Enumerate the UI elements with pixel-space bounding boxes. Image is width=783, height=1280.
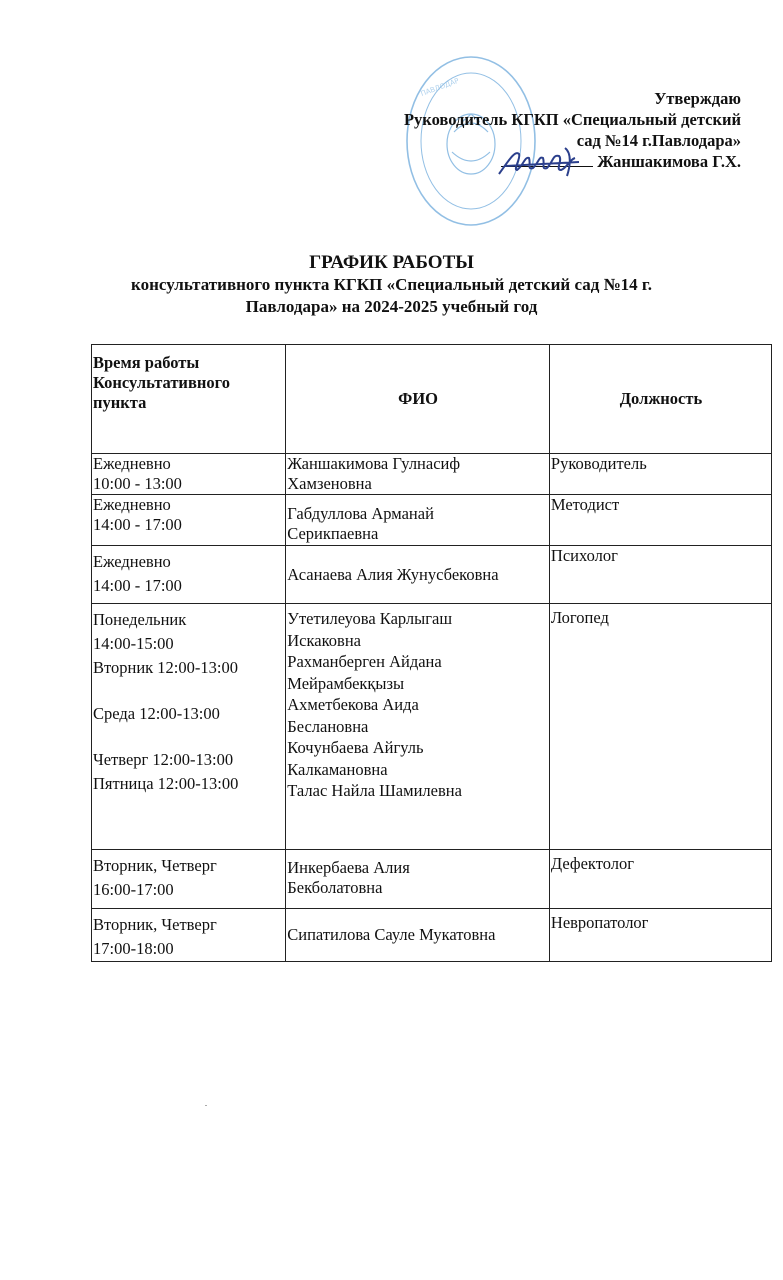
name-line: Рахманберген Айдана (287, 652, 442, 671)
table-row (92, 604, 772, 850)
time-line: Вторник, Четверг (93, 856, 217, 875)
header-name: ФИО (286, 345, 550, 454)
cell-name: Асанаева Алия Жунусбековна (286, 546, 550, 604)
name-line: Инкербаева Алия (287, 858, 410, 877)
signature-icon (495, 140, 585, 180)
title-line-2: консультативного пункта КГКП «Специальный детский сад №14 г. (131, 275, 652, 294)
cell-time (92, 604, 286, 850)
scan-speck (205, 1105, 207, 1106)
header-position: Должность (549, 345, 771, 454)
stamp-text: ПАВЛОДАР (419, 76, 461, 99)
cell-position: Психолог (549, 546, 771, 604)
name-line: Бекболатовна (287, 878, 383, 897)
cell-position: Невропатолог (549, 909, 771, 962)
time-line: Пятница 12:00-13:00 (93, 774, 239, 793)
document-title (0, 251, 783, 318)
cell-time (92, 909, 286, 962)
time-line: Четверг 12:00-13:00 (93, 750, 234, 769)
name-line: Кочунбаева Айгуль (287, 738, 424, 757)
cell-position: Дефектолог (549, 850, 771, 909)
cell-time (92, 454, 286, 495)
name-line: Калкамановна (287, 759, 388, 779)
header-time-line: Консультативного (93, 373, 230, 392)
cell-time (92, 546, 286, 604)
cell-name (286, 454, 550, 495)
time-line: 14:00 - 17:00 (93, 576, 182, 595)
title-line-1: ГРАФИК РАБОТЫ (309, 252, 474, 273)
table-row (92, 495, 772, 546)
approval-org: сад №14 г.Павлодара» (576, 131, 741, 150)
time-line: 10:00 - 13:00 (93, 474, 182, 493)
name-line: Серикпаевна (287, 524, 379, 543)
table-row (92, 909, 772, 962)
name-line: Габдуллова Арманай (287, 504, 434, 523)
title-line-3: Павлодара» на 2024-2025 учебный год (245, 297, 538, 316)
header-time-line: пункта (93, 393, 147, 412)
header-time (92, 345, 286, 454)
name-line: Талас Найла Шамилевна (287, 781, 462, 800)
table-row (92, 546, 772, 604)
name-line: Ахметбекова Аида (287, 695, 419, 714)
approval-title: Утверждаю (654, 89, 741, 108)
time-line: 17:00-18:00 (93, 939, 174, 958)
cell-position: Методист (549, 495, 771, 546)
name-line: Беслановна (287, 716, 369, 736)
time-line: Ежедневно (93, 552, 171, 571)
name-line: Хамзеновна (287, 474, 372, 493)
time-line: Среда 12:00-13:00 (93, 704, 220, 723)
approval-signer: Жаншакимова Г.Х. (597, 152, 741, 171)
cell-name (286, 495, 550, 546)
cell-name: Сипатилова Сауле Мукатовна (286, 909, 550, 962)
cell-time (92, 850, 286, 909)
table-row (92, 454, 772, 495)
name-line: Жаншакимова Гулнасиф (287, 454, 461, 473)
table-row (92, 850, 772, 909)
cell-position: Руководитель (549, 454, 771, 495)
approval-position: Руководитель КГКП «Специальный детский (403, 110, 741, 129)
cell-name (286, 850, 550, 909)
name-line: Утетилеуова Карлыгаш (287, 609, 453, 628)
name-line: Мейрамбекқызы (287, 673, 405, 693)
schedule-table (91, 344, 772, 962)
time-line: Понедельник (93, 610, 187, 629)
header-time-line: Время работы (93, 353, 200, 372)
name-line: Искаковна (287, 630, 361, 650)
table-header-row (92, 345, 772, 454)
cell-position: Логопед (549, 604, 771, 850)
time-line: 16:00-17:00 (93, 880, 174, 899)
time-line: 14:00 - 17:00 (93, 515, 182, 534)
cell-time (92, 495, 286, 546)
time-line: Ежедневно (93, 454, 171, 473)
time-line: Ежедневно (93, 495, 171, 514)
cell-name (286, 604, 550, 850)
time-line: Вторник 12:00-13:00 (93, 658, 238, 677)
time-line: Вторник, Четверг (93, 915, 217, 934)
time-line: 14:00-15:00 (93, 634, 174, 653)
